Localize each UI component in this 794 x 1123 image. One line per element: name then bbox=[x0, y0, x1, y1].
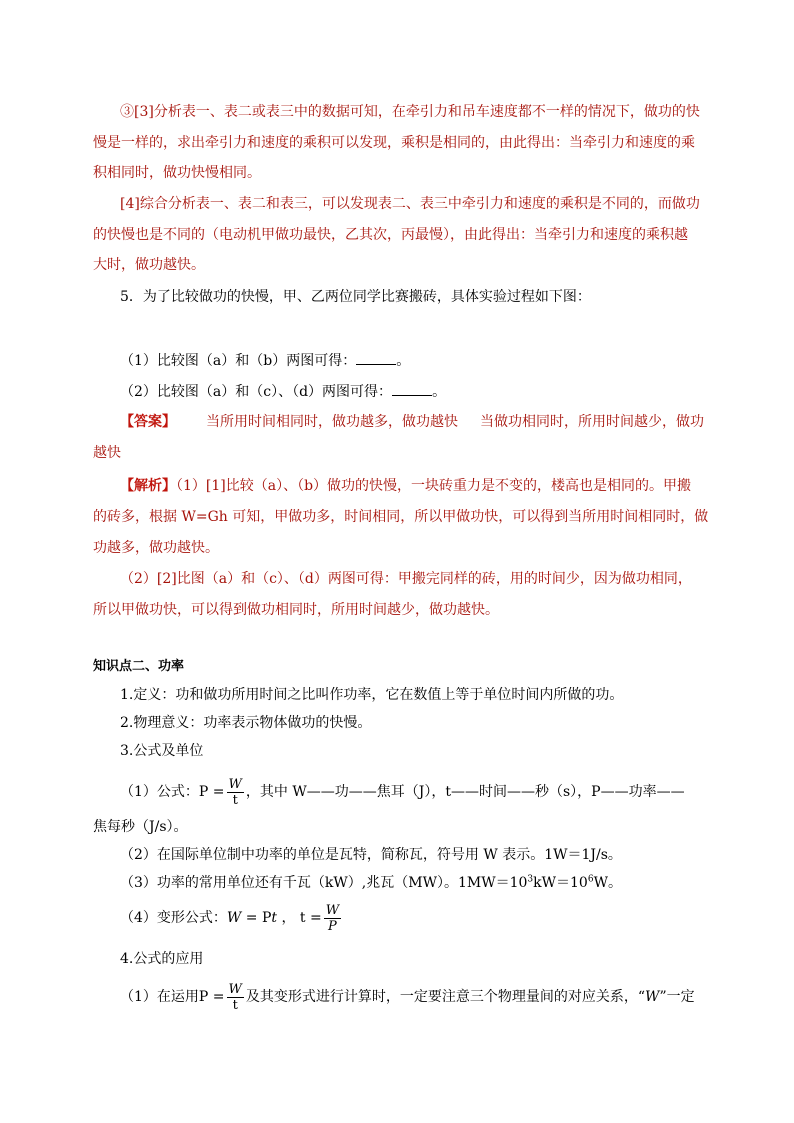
explanation-line4: （2）[2]比图（a）和（c）、（d）两图可得：甲搬完同样的砖，用的时间少，因为做功相同， bbox=[120, 571, 692, 587]
exponent-3: 3 bbox=[527, 874, 534, 885]
para-analysis-4-line1: [4]综合分析表一、表二和表三，可以发现表二、表三中牵引力和速度的乘积是不同的，而做功 bbox=[120, 196, 700, 212]
definition-line: 1.定义：功和做功所用时间之比叫作功率，它在数值上等于单位时间内所做的功。 bbox=[120, 687, 624, 703]
explanation-tag: 【解析】 bbox=[120, 478, 176, 494]
fraction-numerator: W bbox=[228, 776, 242, 792]
application-heading: 4.公式的应用 bbox=[120, 951, 204, 967]
question-5-stem: 5．为了比较做功的快慢，甲、乙两位同学比赛搬砖，具体实验过程如下图： bbox=[120, 289, 591, 305]
si-unit-line: （2）在国际单位制中功率的单位是瓦特，简称瓦，符号用 W 表示。1W＝1J/s。 bbox=[120, 847, 622, 863]
explanation-line2: 的砖多，根据 W=Gh 可知，甲做功多，时间相同，所以甲做功快，可以得到当所用时间相同时，做 bbox=[93, 509, 709, 525]
explanation-line1 bbox=[120, 476, 691, 496]
common-units-mid: kW＝10 bbox=[533, 875, 588, 891]
formula-line1-cont: 焦每秒（J/s）。 bbox=[93, 819, 188, 835]
para-analysis-3-line1: ③[3]分析表一、表二或表三中的数据可知，在牵引力和吊车速度都不一样的情况下，做功的快 bbox=[120, 104, 700, 120]
application-text: 及其变形式进行计算时，一定要注意三个物理量间的对应关系，“ bbox=[245, 989, 646, 1005]
question-5-part2 bbox=[120, 381, 446, 402]
fraction-w-over-t bbox=[227, 982, 244, 1013]
para-analysis-4-line2: 的快慢也是不同的（电动机甲做功最快，乙其次，丙最慢），由此得出：当牵引力和速度的乘积越 bbox=[93, 227, 688, 243]
explanation-line3: 功越多，做功越快。 bbox=[93, 540, 219, 556]
meaning-line: 2.物理意义：功率表示物体做功的快慢。 bbox=[120, 715, 372, 731]
answer-line1 bbox=[120, 412, 704, 432]
answer-blank-2[interactable] bbox=[392, 381, 432, 396]
derived-formula-prefix: （4）变形公式： bbox=[120, 910, 227, 926]
separator: ， t = bbox=[277, 910, 322, 926]
common-units-text: （3）功率的常用单位还有千瓦（kW）,兆瓦（MW）。1MW＝10 bbox=[120, 875, 528, 891]
fraction-w-over-t bbox=[227, 777, 244, 808]
period: 。 bbox=[432, 384, 447, 400]
formula-prefix: （1）公式：P = bbox=[120, 784, 225, 800]
application-end: ”一定 bbox=[659, 989, 695, 1005]
fraction-denominator: P bbox=[328, 918, 337, 934]
formula-line1 bbox=[120, 774, 685, 810]
common-units-end: W。 bbox=[593, 875, 622, 891]
formula-description: ，其中 W——功——焦耳（J），t——时间——秒（s），P——功率—— bbox=[245, 784, 685, 800]
exponent-6: 6 bbox=[587, 874, 594, 885]
symbol-t: t bbox=[271, 910, 278, 926]
derived-formula-line bbox=[120, 900, 343, 936]
formula-heading: 3.公式及单位 bbox=[120, 743, 204, 759]
fraction-denominator: t bbox=[232, 997, 238, 1013]
application-line1 bbox=[120, 979, 695, 1015]
para-analysis-3-line2: 慢是一样的，求出牵引力和速度的乘积可以发现，乘积是相同的，由此得出：当牵引力和速度的乘 bbox=[93, 135, 695, 151]
answer-tag: 【答案】 bbox=[120, 414, 176, 430]
answer-line2: 越快 bbox=[93, 445, 121, 461]
section-heading-power: 知识点二、功率 bbox=[93, 659, 185, 674]
symbol-w: W bbox=[226, 910, 242, 926]
application-prefix: （1）在运用P = bbox=[120, 989, 225, 1005]
explanation-text-1: （1）[1]比较（a）、（b）做功的快慢，一块砖重力是不变的，楼高也是相同的。甲搬 bbox=[176, 478, 692, 494]
explanation-line5: 所以甲做功快，可以得到做功相同时，所用时间越少，做功越快。 bbox=[93, 602, 499, 618]
fraction-w-over-p bbox=[324, 903, 341, 934]
answer-1: 当所用时间相同时，做功越多，做功越快 bbox=[206, 414, 458, 430]
para-analysis-3-line3: 积相同时，做功快慢相同。 bbox=[93, 165, 261, 181]
equals-p: = P bbox=[241, 910, 272, 926]
para-analysis-4-line3: 大时，做功越快。 bbox=[93, 257, 205, 273]
answer-2: 当做功相同时，所用时间越少，做功 bbox=[480, 414, 704, 430]
question-5-part1 bbox=[120, 350, 410, 371]
question-5-part2-text: （2）比较图（a）和（c）、（d）两图可得： bbox=[120, 384, 393, 400]
fraction-numerator: W bbox=[228, 981, 242, 997]
common-units-line bbox=[120, 873, 622, 893]
fraction-numerator: W bbox=[325, 902, 340, 918]
answer-blank-1[interactable] bbox=[356, 350, 396, 365]
period: 。 bbox=[396, 353, 411, 369]
fraction-denominator: t bbox=[232, 792, 238, 808]
question-5-part1-text: （1）比较图（a）和（b）两图可得： bbox=[120, 353, 357, 369]
symbol-w: W bbox=[645, 989, 660, 1005]
